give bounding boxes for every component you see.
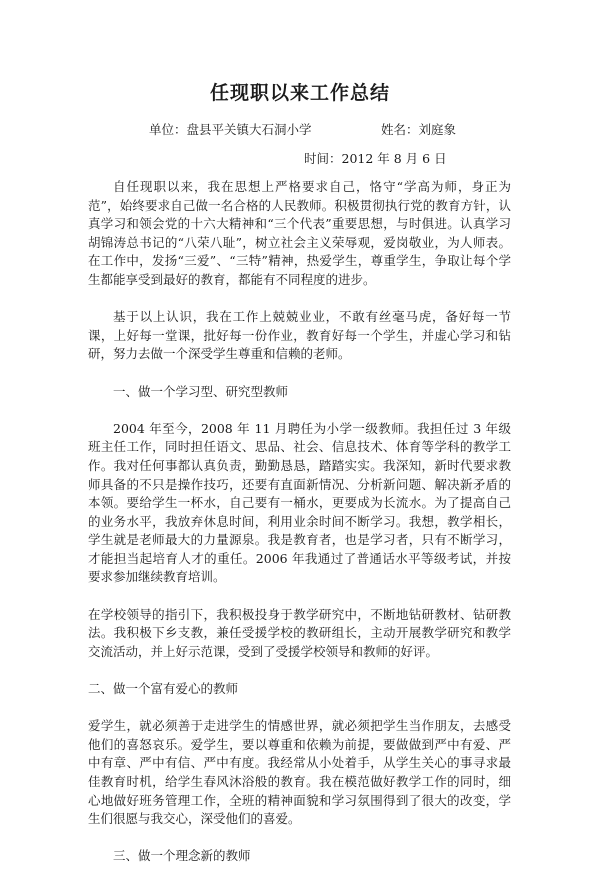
section-heading-2: 二、做一个富有爱心的教师 bbox=[88, 681, 239, 697]
paragraph-attitude: 基于以上认识，我在工作上兢兢业业，不敢有丝毫马虎，备好每一节课，上好每一堂课，批好每一份作业，教育好每一个学生，并虚心学习和钻研，努力去做一个深受学生尊重和信赖的老师。 bbox=[88, 309, 511, 362]
paragraph-learning: 2004 年至今，2008 年 11 月聘任为小学一级教师。我担任过 3 年级班主任工作，同时担任语文、思品、社会、信息技术、体育等学科的教学工作。我对任何事都认真负责，勤勤恳恳，踏踏实实。我深知，新时代要求教师具备的不只是操作技巧，还要有直面新情况、分析新问题、解决新矛盾的本领。要给学生一杯水，自己要有一桶水，更要成为长流水。为了提高自己的业务水平，我放弃休息时间，利用业余时间不断学习。我想，教学相长，学生就是老师最大的力量源泉。我是教育者，也是学习者，只有不断学习，才能担当起培育人才的重任。2006 年我通过了普通话水平等级考试，并按要求参加继续教育培训。 bbox=[88, 420, 511, 585]
section-heading-1: 一、做一个学习型、研究型教师 bbox=[113, 383, 289, 399]
paragraph-love: 爱学生，就必须善于走进学生的情感世界，就必须把学生当作朋友，去感受他们的喜怒哀乐。爱学生，要以尊重和依赖为前提，要做做到严中有爱、严中有章、严中有信、严中有度。我经常从小处着手，从学生关心的事寻求最佳教育时机，给学生春风沐浴般的教育。我在模范做好教学工作的同时，细心地做好班务管理工作，全班的精神面貌和学习氛围得到了很大的改变，学生们很愿与我交心，深受他们的喜爱。 bbox=[88, 718, 511, 827]
date-line: 时间：2012 年 8 月 6 日 bbox=[304, 151, 447, 166]
document-title: 任现职以来工作总结 bbox=[209, 82, 390, 104]
unit-line: 单位：盘县平关镇大石洞小学 bbox=[149, 122, 312, 137]
paragraph-intro: 自任现职以来，我在思想上严格要求自己，恪守“学高为师，身正为范”，始终要求自己做一名合格的人民教师。积极贯彻执行党的教育方针，认真学习和领会党的十六大精神和“三个代表”重要思想，与时俱进。认真学习胡锦涛总书记的“八荣八耻”，树立社会主义荣辱观，爱岗敬业，为人师表。在工作中，发扬“三爱”、“三特”精神，热爱学生，尊重学生，争取让每个学生都能享受到最好的教育，都能有不同程度的进步。 bbox=[88, 179, 511, 287]
author-name: 姓名：刘庭象 bbox=[381, 122, 457, 137]
document-body bbox=[88, 178, 511, 885]
paragraph-research: 在学校领导的指引下，我积极投身于教学研究中，不断地钻研教材、钻研教法。我积极下乡支教，兼任受援学校的教研组长，主动开展教学研究和教学交流活动，并上好示范课，受到了受援学校领导和教师的好评。 bbox=[88, 606, 511, 659]
section-heading-3: 三、做一个理念新的教师 bbox=[113, 848, 251, 864]
